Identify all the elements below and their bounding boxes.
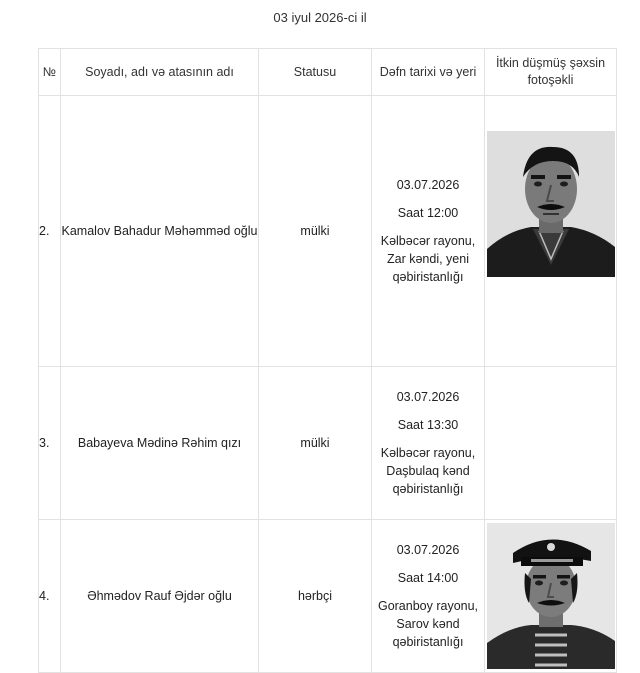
portrait-photo-sailor-icon (487, 523, 615, 669)
burial-info (372, 520, 485, 673)
table-row (39, 367, 617, 520)
burial-time: Saat 12:00 (397, 206, 459, 220)
photo-cell (485, 367, 617, 520)
table-row (39, 520, 617, 673)
person-name: Kamalov Bahadur Məhəmməd oğlu (61, 96, 259, 367)
portrait-photo-man-icon (487, 131, 615, 277)
page-date-heading: 03 iyul 2026-ci il (273, 10, 367, 25)
person-name: Əhmədov Rauf Əjdər oğlu (61, 520, 259, 673)
burial-time: Saat 13:30 (397, 418, 459, 432)
burial-place: Goranboy rayonu, Sarov kənd qəbiristanlığı (377, 599, 479, 649)
burial-info (372, 96, 485, 367)
burial-date: 03.07.2026 (396, 178, 460, 192)
burial-place: Kəlbəcər rayonu, Zar kəndi, yeni qəbiristanlığı (380, 234, 476, 284)
burial-date: 03.07.2026 (396, 543, 460, 557)
header-burial: Dəfn tarixi və yeri (372, 49, 485, 96)
header-name: Soyadı, adı və atasının adı (61, 49, 259, 96)
table-header-row (39, 49, 617, 96)
header-status: Statusu (259, 49, 372, 96)
header-photo: İtkin düşmüş şəxsin fotoşəkli (485, 49, 617, 96)
row-number: 2. (39, 96, 61, 367)
person-status: hərbçi (259, 520, 372, 673)
table-row (39, 96, 617, 367)
burial-records-table (38, 48, 617, 673)
row-number: 3. (39, 367, 61, 520)
person-status: mülki (259, 367, 372, 520)
person-status: mülki (259, 96, 372, 367)
header-number: № (39, 49, 61, 96)
burial-info (372, 367, 485, 520)
burial-time: Saat 14:00 (397, 571, 459, 585)
photo-cell (485, 520, 617, 673)
row-number: 4. (39, 520, 61, 673)
photo-cell (485, 96, 617, 367)
person-name: Babayeva Mədinə Rəhim qızı (61, 367, 259, 520)
burial-place: Kəlbəcər rayonu, Daşbulaq kənd qəbiristanlığı (380, 446, 476, 496)
burial-date: 03.07.2026 (396, 390, 460, 404)
